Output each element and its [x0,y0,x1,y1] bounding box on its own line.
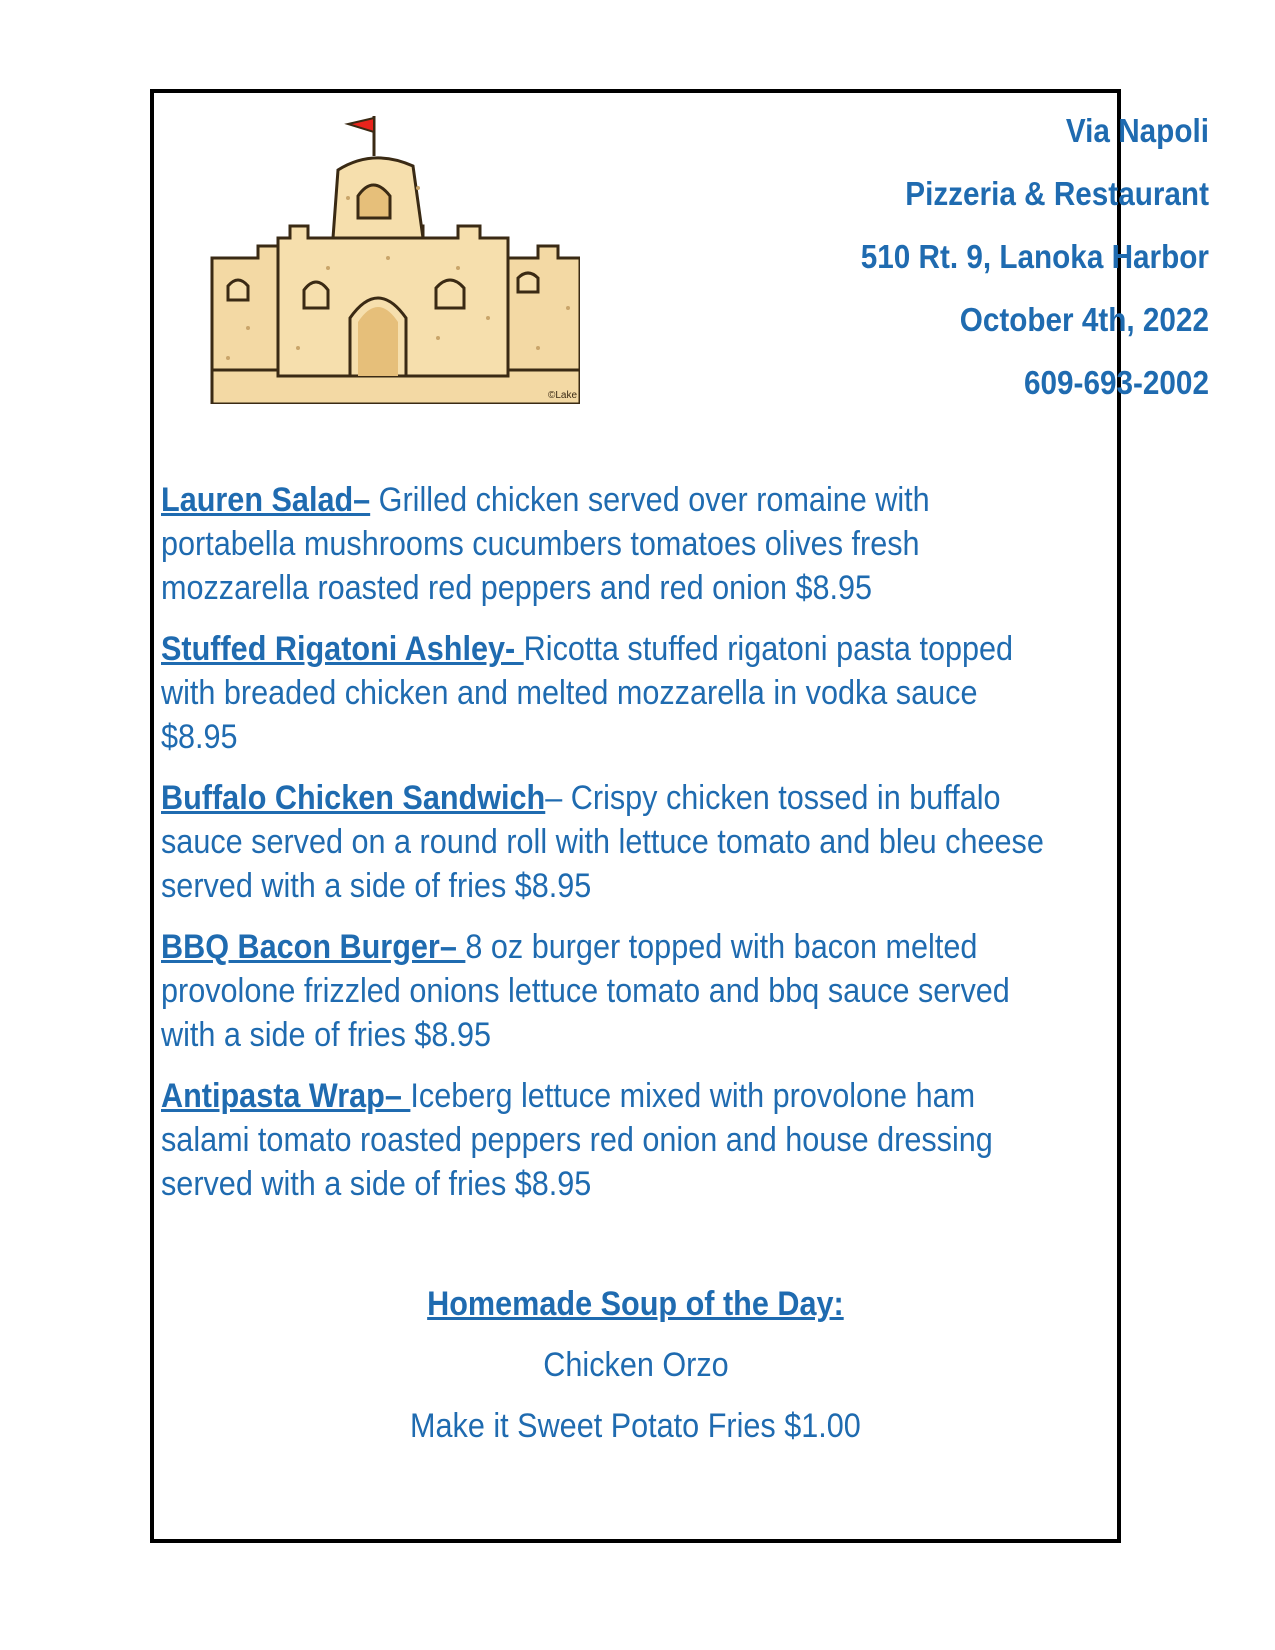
illustration-credit: ©Lake [548,390,578,401]
soup-name: Chicken Orzo [542,1346,729,1384]
menu-item-description: 8 oz burger topped with bacon melted provolone frizzled onions lettuce tomato and bbq sauce served with a side of fries $8.95 [161,928,1010,1054]
menu-item-name: Lauren Salad– [161,481,371,519]
restaurant-header [861,99,1209,414]
upgrade-line [150,1407,1121,1446]
menu-item [161,478,1061,610]
menu-item [161,1074,1061,1206]
sandcastle-illustration [208,108,580,404]
soup-name-line [150,1346,1121,1385]
menu-item [161,925,1061,1057]
restaurant-address: 510 Rt. 9, Lanoka Harbor [860,238,1209,275]
menu-item [161,627,1061,759]
menu-item-name: Buffalo Chicken Sandwich [161,779,546,817]
menu-item-description: Iceberg lettuce mixed with provolone ham salami tomato roasted peppers red onion and house dressing served with a side of fries $8.95 [161,1077,993,1203]
menu-date: October 4th, 2022 [959,301,1209,338]
menu-item-description: Ricotta stuffed rigatoni pasta topped with breaded chicken and melted mozzarella in vodka sauce $8.95 [161,630,1014,756]
restaurant-phone: 609-693-2002 [1024,364,1209,401]
menu-item-description: Grilled chicken served over romaine with portabella mushrooms cucumbers tomatoes olives fresh mozzarella roasted red peppers and red onion $8.95 [161,481,930,607]
menu-item-name: BBQ Bacon Burger– [161,928,466,966]
menu-item [161,776,1061,908]
soup-title: Homemade Soup of the Day: [427,1285,844,1323]
menu-item-name: Stuffed Rigatoni Ashley- [161,630,524,668]
soup-section [150,1285,1121,1324]
specials-list [161,478,1061,1223]
menu-item-description: – Crispy chicken tossed in buffalo sauce served on a round roll with lettuce tomato and bleu cheese served with a side of fries $8.95 [161,779,1044,905]
menu-item-name: Antipasta Wrap– [161,1077,411,1115]
restaurant-subtitle: Pizzeria & Restaurant [905,175,1209,212]
restaurant-name: Via Napoli [1065,112,1209,149]
fries-upgrade: Make it Sweet Potato Fries $1.00 [410,1407,861,1445]
